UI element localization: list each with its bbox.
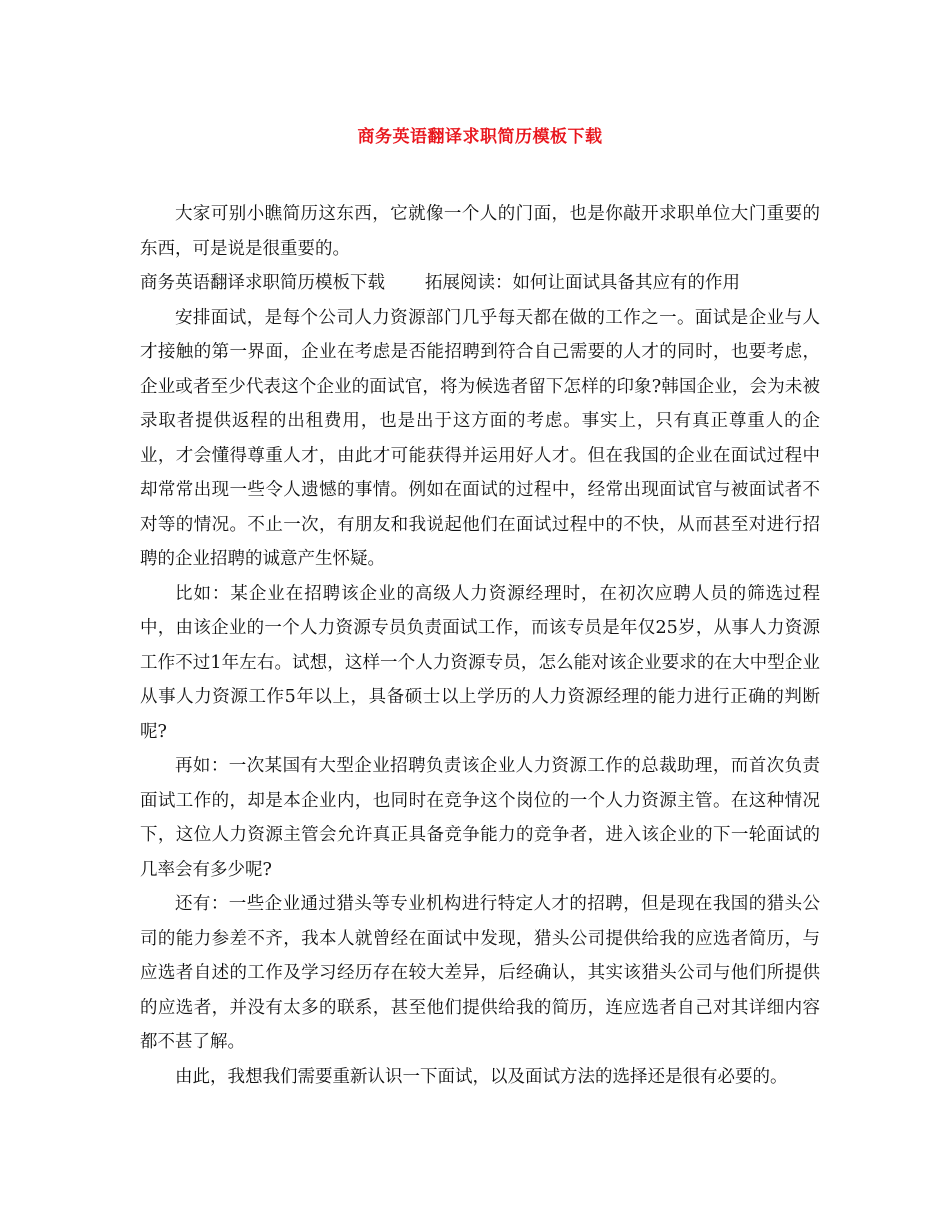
intro-paragraph: 大家可别小瞧简历这东西，它就像一个人的门面，也是你敲开求职单位大门重要的东西，可是说是很重要的。: [140, 204, 820, 259]
body-paragraph: 还有：一些企业通过猎头等专业机构进行特定人才的招聘，但是现在我国的猎头公司的能力参差不齐，我本人就曾经在面试中发现，猎头公司提供给我的应选者简历，与应选者自述的工作及学习经历存在较大差异，后经确认，其实该猎头公司与他们所提供的应选者，并没有太多的联系，甚至他们提供给我的简历，连应选者自己对其详细内容都不甚了解。: [140, 894, 820, 1052]
subheading-right: 拓展阅读：如何让面试具备其应有的作用: [425, 273, 740, 293]
body-paragraph: 由此，我想我们需要重新认识一下面试，以及面试方法的选择还是很有必要的。: [175, 1066, 788, 1087]
body-paragraph: 比如：某企业在招聘该企业的高级人力资源经理时，在初次应聘人员的筛选过程中，由该企业的一个人力资源专员负责面试工作，而该专员是年仅25岁，从事人力资源工作不过1年左右。试想，这样一个人力资源专员，怎么能对该企业要求的在大中型企业从事人力资源工作5年以上，具备硕士以上学历的人力资源经理的能力进行正确的判断呢?: [140, 583, 820, 742]
document-title: 商务英语翻译求职简历模板下载: [357, 127, 603, 147]
subheading-line: [140, 266, 820, 301]
subheading-left: 商务英语翻译求职简历模板下载: [140, 273, 385, 293]
body-paragraph: 安排面试，是每个公司人力资源部门几乎每天都在做的工作之一。面试是企业与人才接触的第一界面，企业在考虑是否能招聘到符合自己需要的人才的同时，也要考虑，企业或者至少代表这个企业的面试官，将为候选者留下怎样的印象?韩国企业，会为未被录取者提供返程的出租费用，也是出于这方面的考虑。事实上，只有真正尊重人的企业，才会懂得尊重人才，由此才可能获得并运用好人才。但在我国的企业在面试过程中却常常出现一些令人遗憾的事情。例如在面试的过程中，经常出现面试官与被面试者不对等的情况。不止一次，有朋友和我说起他们在面试过程中的不快，从而甚至对进行招聘的企业招聘的诚意产生怀疑。: [140, 307, 820, 569]
body-paragraph: 再如：一次某国有大型企业招聘负责该企业人力资源工作的总裁助理，而首次负责面试工作的，却是本企业内，也同时在竞争这个岗位的一个人力资源主管。在这种情况下，这位人力资源主管会允许真正具备竞争能力的竞争者，进入该企业的下一轮面试的几率会有多少呢?: [140, 756, 820, 880]
